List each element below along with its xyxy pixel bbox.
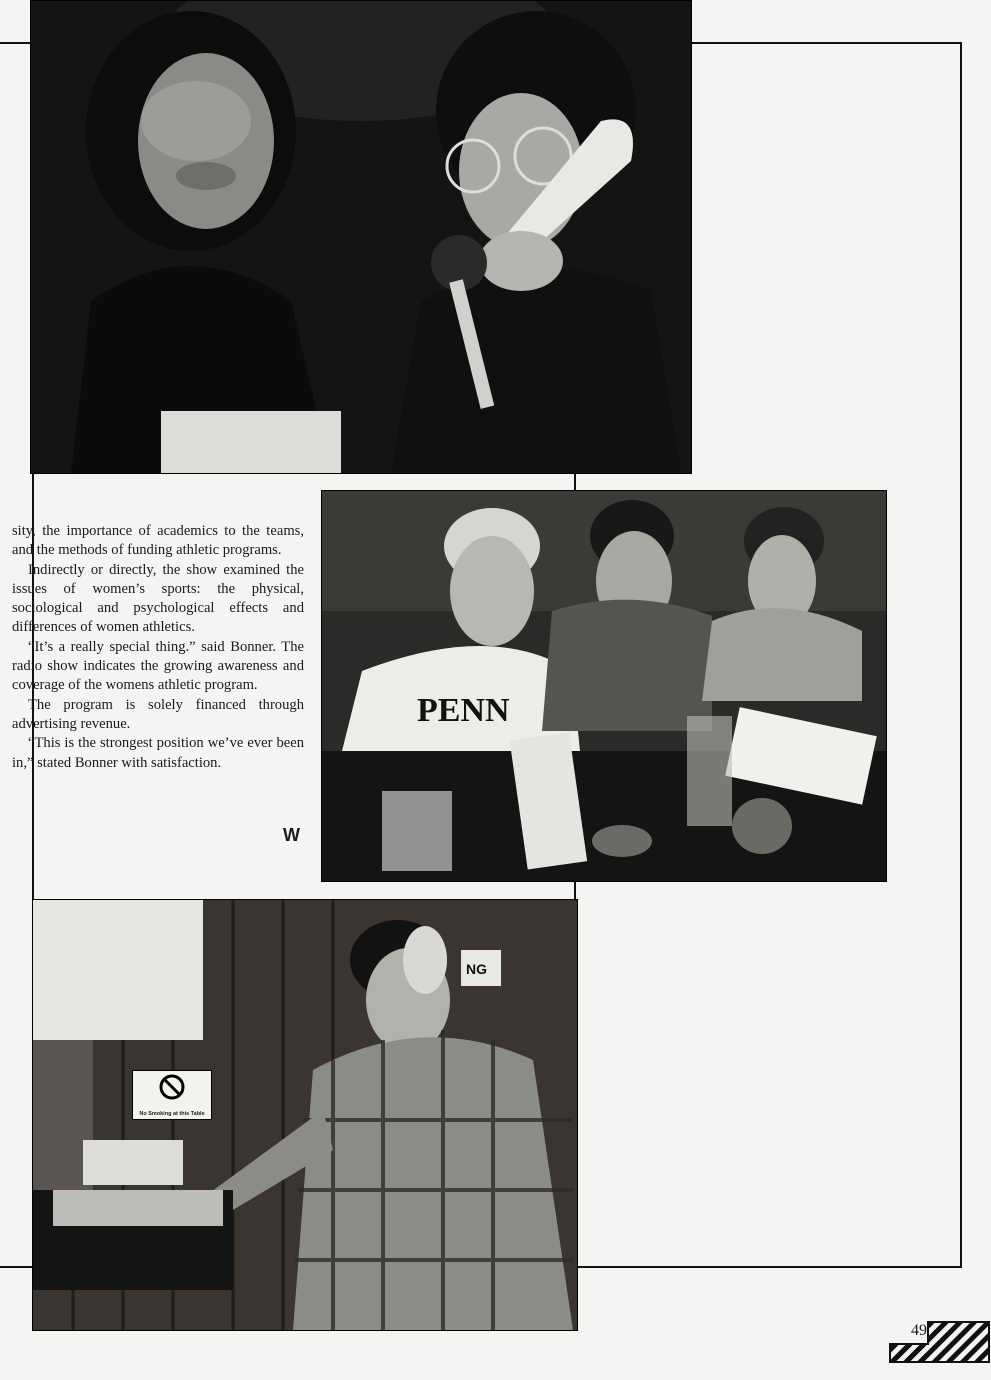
article-text xyxy=(12,522,304,773)
no-smoking-sign-box xyxy=(132,1070,212,1120)
page-number: 49 xyxy=(911,1322,927,1339)
door-sign-text: NG xyxy=(466,961,487,977)
no-smoking-label: No Smoking at this Table xyxy=(139,1111,205,1117)
article-paragraph: sity, the importance of academics to the teams, and the methods of funding athletic programs. xyxy=(12,523,304,559)
article-paragraph: Indirectly or directly, the show examined the issues of women’s sports: the physical, sociological and psychological effects and differences of women athletics. xyxy=(12,561,304,636)
article-paragraph: The program is solely financed through advertising revenue. xyxy=(12,696,304,732)
no-smoking-icon xyxy=(133,1071,211,1103)
article-paragraph: “It’s a really special thing.” said Bonner. The radio show indicates the growing awareness and coverage of the womens athletic program. xyxy=(12,638,304,694)
article-paragraph: “This is the strongest position we’ve ever been in,” stated Bonner with satisfaction. xyxy=(12,735,304,771)
photo-radio-hosts xyxy=(30,0,692,474)
shirt-text: PENN xyxy=(417,692,510,729)
photo-three-women xyxy=(321,490,887,882)
end-mark: W xyxy=(283,825,300,845)
photo-sound-engineer xyxy=(32,899,578,1331)
